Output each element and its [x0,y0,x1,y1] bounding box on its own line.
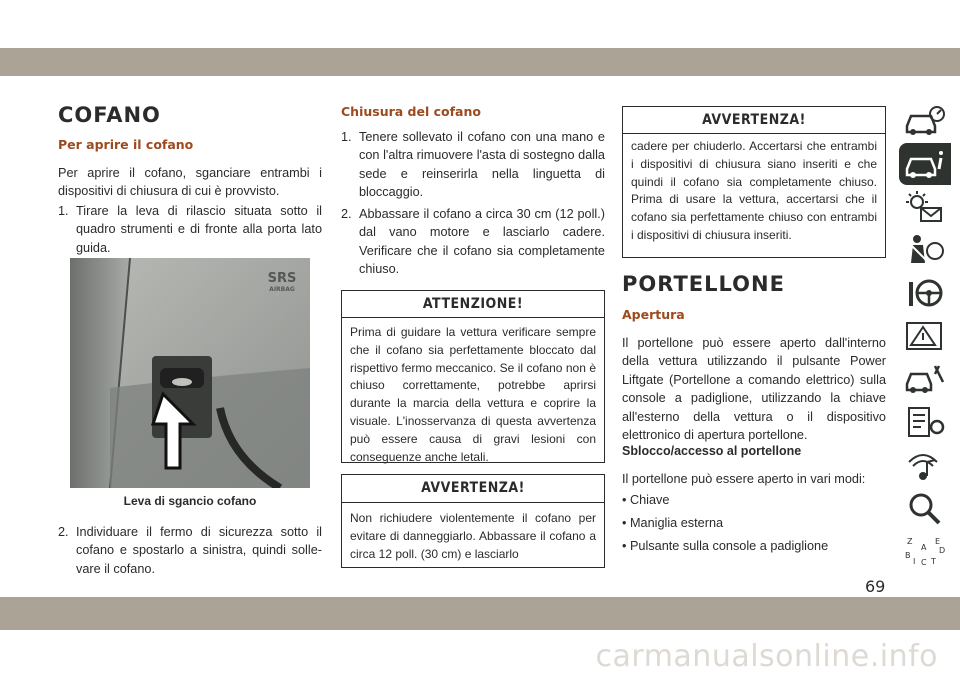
warning-text: cadere per chiuderlo. Accertarsi che entrambi i dispositivi di chiusura siano inseriti e che quindi il cofano sia completamente chiuso. Prima di usare la vettura, accertarsi che il cofano sia perfettamente chiuso con entrambi i dispositivi di chiusura inseriti. [631,139,877,242]
tab-warning-lights[interactable] [899,186,951,228]
step-number: 2. [58,525,69,539]
tab-technical-specs[interactable] [899,401,951,443]
index-letter: T [931,557,936,566]
top-band [0,48,960,76]
step-number: 1. [341,130,352,144]
subtitle-open-hood: Per aprire il cofano [58,137,194,152]
photo-caption: Leva di sgancio cofano [123,494,257,508]
warning-box-continued [622,106,886,258]
intro-paragraph: Per aprire il cofano, sganciare entrambi i dispositivi di chiusura di cui è provvisto. [58,166,322,199]
section-title-cofano: COFANO [58,103,161,127]
tab-service-maintenance[interactable] [899,358,951,400]
srs-badge: SRS [267,271,297,286]
hood-release-illustration [70,258,310,488]
car-hazard-icon [903,319,947,353]
index-letter: D [939,546,946,555]
section-title-portellone: PORTELLONE [622,272,785,296]
index-letter: Z [907,537,913,546]
bullet-outside-handle: • Maniglia esterna [622,516,724,530]
index-letter: A [921,543,927,552]
bottom-band [0,597,960,630]
index-letters-icon [903,534,947,568]
warning-box-start [341,474,605,568]
subhead-unlock-access: Sblocco/accesso al portellone [622,444,802,458]
tab-multimedia[interactable] [899,444,951,486]
step-1 [58,202,322,257]
page-number: 69 [865,577,886,596]
tab-car-info[interactable] [899,143,951,185]
car-gauge-icon [903,104,947,138]
tab-safety[interactable] [899,229,951,271]
tab-search[interactable] [899,487,951,529]
tab-emergency[interactable] [899,315,951,357]
caution-box [341,290,605,463]
subtitle-close-hood: Chiusura del cofano [341,104,481,119]
warning-title: AVVERTENZA! [623,107,885,134]
airbag-badge: AIRBAG [269,286,295,293]
warning-title: AVVERTENZA! [342,475,604,503]
service-specs-icon [903,405,947,439]
step-text: Tenere sollevato il cofano con una mano e con l'altra rimuovere l'asta di sostegno dalla sede e reinserirla nella linguetta di bloccaggio. [359,130,605,200]
warning-lights-message-icon [903,190,947,224]
step-text: Abbassare il cofano a circa 30 cm (12 poll.) dal vano motore e lasciarlo cadere. Verificare che il cofano sia completamente chiuso. [359,207,605,277]
index-letter: E [935,537,941,546]
caution-text: Prima di guidare la vettura verificare sempre che il cofano sia perfettamente bloccato dal rispettivo fermo meccanico. Se il cofano non è chiuso correttamente, potrebbe aprirsi durante la marcia della vettura e coprire la visuale. L'inosservanza di questa avvertenza può essere causa di gravi lesioni con conseguenze anche letali. [350,325,596,464]
bullet-overhead-console-button: • Pulsante sulla console a padiglione [622,539,829,553]
step-number: 2. [341,207,352,221]
step-2 [58,523,322,578]
search-icon [903,491,947,525]
step-2 [341,205,605,279]
tab-car-gauge[interactable] [899,100,951,142]
car-info-icon [903,147,947,181]
index-letter: B [905,551,911,560]
hood-release-photo [70,258,310,488]
tab-index[interactable] [899,530,951,572]
car-wrench-icon [903,362,947,396]
subtitle-opening: Apertura [622,307,685,322]
step-1 [341,128,605,202]
tab-starting-driving[interactable] [899,272,951,314]
liftgate-lead: Il portellone può essere aperto in vari modi: [622,472,866,486]
step-text: Individuare il fermo di sicurezza sotto il cofano e spostarlo a sinistra, quindi sollevare il cofano. [76,525,322,576]
caution-title: ATTENZIONE! [342,291,604,318]
multimedia-music-icon [903,448,947,482]
watermark-text: carmanualsonline.info [595,638,938,674]
bullet-key: • Chiave [622,493,670,507]
step-text: Tirare la leva di rilascio situata sotto il quadro strumenti e di fronte alla porta lato guida. [76,204,322,255]
step-number: 1. [58,204,69,218]
seatbelt-airbag-icon [903,233,947,267]
index-letter: I [913,557,916,566]
steering-wheel-icon [903,276,947,310]
warning-text: Non richiudere violentemente il cofano per evitare di danneggiarlo. Abbassare il cofano a circa 12 poll. (30 cm) e lasciarlo [350,511,596,561]
index-letter: C [921,558,927,567]
liftgate-intro: Il portellone può essere aperto dall'interno della vettura utilizzando il pulsante Power Liftgate (Portellone a comando elettrico) sulla console a padiglione, utilizzando la chiave all'esterno della vettura o il dispositivo elettronico di apertura portellone. [622,336,886,443]
